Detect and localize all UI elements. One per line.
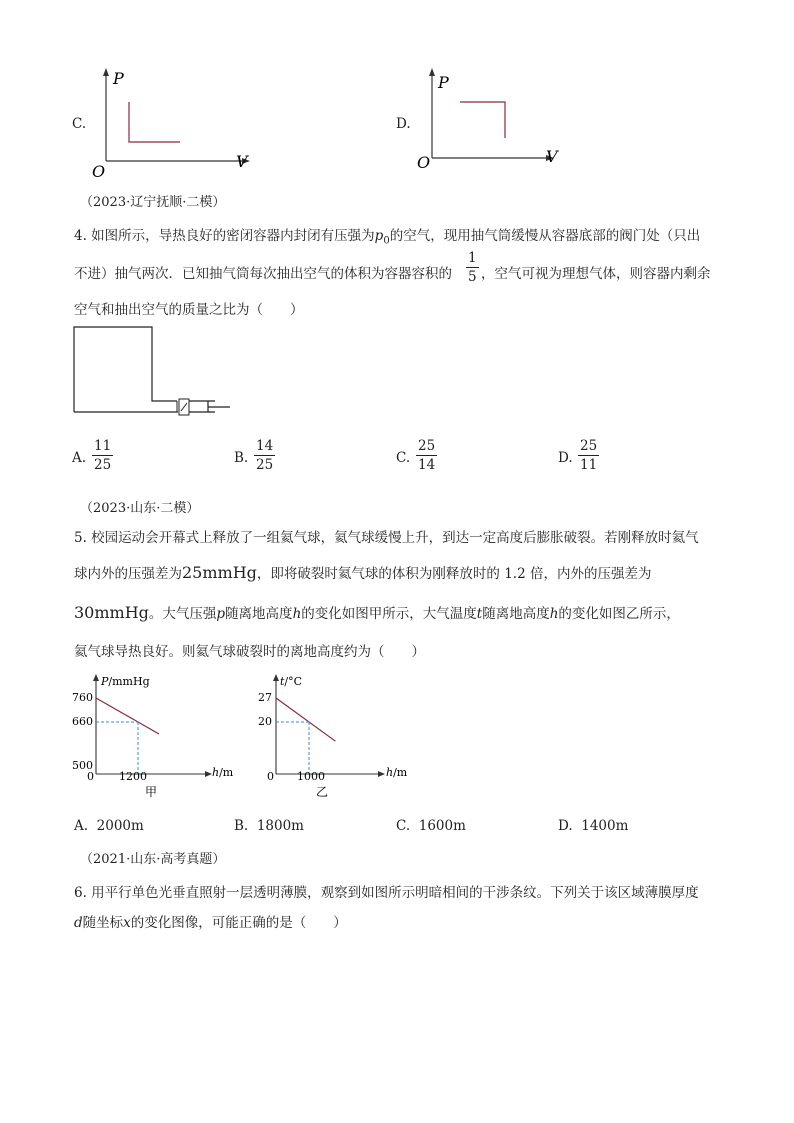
y-tick-660: 660 [72, 715, 93, 728]
chart2-ylabel: t/°C [280, 675, 303, 688]
q5-line2: 球内外的压强差为25mmHg，即将破裂时氦气球的体积为刚释放时的 1.2 倍，内外的压强差为 [74, 563, 652, 582]
q4-option-d-value: $\frac{25}{11}$ [580, 438, 598, 473]
q5-option-b[interactable]: B. 1800m [234, 818, 304, 834]
q5-option-c[interactable]: C. 1600m [396, 818, 466, 834]
pressure-height-chart [70, 670, 240, 805]
q4-line2-start: 不进）抽气两次．已知抽气筒每次抽出空气的体积为容器容积的 [74, 266, 452, 282]
process-curve-d [460, 102, 505, 138]
axis-p-label: P [438, 73, 449, 92]
q6-source: （2021·山东·高考真题） [80, 852, 226, 867]
option-d-graph [414, 66, 584, 178]
pressure-curve [96, 698, 159, 734]
temperature-curve [276, 698, 335, 741]
x-tick-1000: 1000 [297, 770, 325, 783]
chart2-caption: 乙 [316, 785, 329, 799]
chart1-ylabel: P/mmHg [101, 675, 150, 688]
q6-line1: 6. 用平行单色光垂直照射一层透明薄膜，观察到如图所示明暗相间的干涉条纹。下列关于该区域薄膜厚度 [74, 885, 699, 901]
q5-source: （2023·山东·二模） [80, 501, 200, 516]
chart2-xlabel: h/m [386, 766, 408, 779]
q5-line4: 氦气球导热良好。则氦气球破裂时的离地高度约为（ ） [74, 644, 425, 660]
x-tick-1200: 1200 [119, 770, 147, 783]
option-c-graph [88, 66, 258, 178]
q5-option-a[interactable]: A. 2000m [74, 818, 144, 834]
q5-line1: 5. 校园运动会开幕式上释放了一组氦气球，氦气球缓慢上升，到达一定高度后膨胀破裂。若刚释放时氦气 [74, 530, 699, 546]
y-tick-27: 27 [258, 691, 272, 704]
x-tick-0: 0 [87, 770, 94, 783]
x-tick-0: 0 [267, 770, 274, 783]
q4-option-c-label[interactable]: C. [396, 450, 411, 466]
fraction-one-fifth: $\frac{1}{5}$ [468, 250, 477, 285]
q4-option-a-value: $\frac{11}{25}$ [94, 438, 112, 473]
chart1-caption: 甲 [145, 785, 158, 799]
option-d-label: D. [396, 116, 411, 132]
q4-line3: 空气和抽出空气的质量之比为（ ） [74, 302, 304, 318]
q6-line2: d随坐标x的变化图像，可能正确的是（ ） [74, 915, 347, 931]
q4-option-a-label[interactable]: A. [72, 450, 87, 466]
q4-line2-end: ，空气可视为理想气体，则容器内剩余 [481, 266, 711, 282]
container-diagram [70, 325, 235, 420]
y-tick-500: 500 [72, 759, 93, 772]
y-tick-760: 760 [72, 691, 93, 704]
axis-p-label: P [113, 69, 124, 88]
temperature-height-chart [250, 670, 420, 805]
q4-source: （2023·辽宁抚顺·二模） [80, 195, 226, 210]
origin-label: O [417, 153, 431, 172]
axis-v-label: V [236, 152, 248, 171]
option-c-label: C. [72, 116, 87, 132]
q4-line1: 4. 如图所示，导热良好的密闭容器内封闭有压强为$p_0$的空气，现用抽气筒缓慢从容器底部的阀门处（只出 [74, 228, 701, 247]
q5-option-d[interactable]: D. 1400m [558, 818, 629, 834]
process-curve-c [129, 102, 180, 142]
q4-option-c-value: $\frac{25}{14}$ [418, 438, 436, 473]
origin-label: O [92, 162, 106, 178]
axis-v-label: V [546, 147, 558, 166]
q4-option-b-value: $\frac{14}{25}$ [256, 438, 274, 473]
chart1-xlabel: h/m [212, 766, 234, 779]
q5-line3: 30mmHg。大气压强p随离地高度h的变化如图甲所示，大气温度t随离地高度h的变化如图乙所示， [74, 603, 680, 622]
q4-option-d-label[interactable]: D. [558, 450, 573, 466]
y-tick-20: 20 [258, 715, 272, 728]
q4-option-b-label[interactable]: B. [234, 450, 249, 466]
